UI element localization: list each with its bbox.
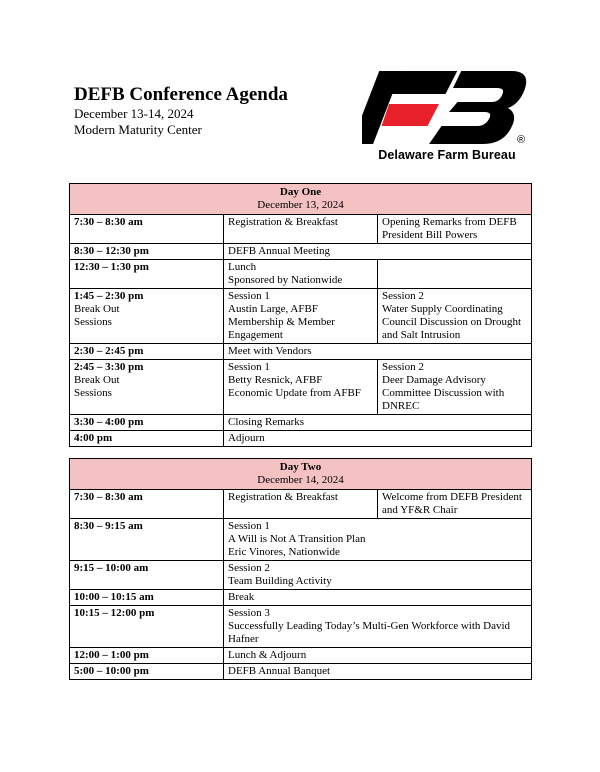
session-cell-secondary: Welcome from DEFB President and YF&R Chair: [378, 490, 532, 519]
session-cell: Lunch & Adjourn: [224, 648, 532, 664]
session-cell: [224, 519, 532, 561]
time-cell: 10:00 – 10:15 am: [70, 590, 224, 606]
cell-line: A Will is Not A Transition Plan: [228, 533, 366, 545]
session-cell: DEFB Annual Banquet: [224, 664, 532, 680]
cell-line: Eric Vinores, Nationwide: [228, 546, 340, 558]
day-two-table: [69, 458, 532, 680]
cell-line: Session 3: [228, 607, 270, 619]
session-cell: Break: [224, 590, 532, 606]
time-cell: 8:30 – 9:15 am: [70, 519, 224, 561]
logo-caption: Delaware Farm Bureau: [378, 148, 516, 162]
table-row: [70, 415, 532, 431]
registered-mark: ®: [517, 134, 526, 146]
table-row: [70, 360, 532, 415]
table-row: [70, 215, 532, 244]
table-row: [70, 431, 532, 447]
cell-line: Session 1: [228, 520, 270, 532]
session-cell: Adjourn: [224, 431, 532, 447]
cell-line: Water Supply Coordinating Council Discussion on Drought and Salt Intrusion: [382, 303, 522, 341]
session-cell-secondary: Opening Remarks from DEFB President Bill Powers: [378, 215, 532, 244]
time-cell: 12:00 – 1:00 pm: [70, 648, 224, 664]
time-cell: 4:00 pm: [70, 431, 224, 447]
cell-line: Break Out: [74, 303, 120, 315]
cell-line: Session 1: [228, 290, 270, 302]
session-cell: Registration & Breakfast: [224, 490, 378, 519]
cell-line: Sponsored by Nationwide: [228, 274, 343, 286]
cell-line: 1:45 – 2:30 pm: [74, 290, 144, 302]
time-cell: 3:30 – 4:00 pm: [70, 415, 224, 431]
header: [74, 84, 288, 138]
time-cell: 10:15 – 12:00 pm: [70, 606, 224, 648]
session-cell: [224, 561, 532, 590]
day-two-header-row: [70, 459, 532, 490]
cell-line: Austin Large, AFBF Membership & Member Engagement: [228, 303, 335, 341]
cell-line: Team Building Activity: [228, 575, 332, 587]
cell-line: Lunch: [228, 261, 257, 273]
day-two-date: December 14, 2024: [257, 474, 344, 486]
session-cell: Registration & Breakfast: [224, 215, 378, 244]
day-two-title: Day Two: [279, 461, 322, 473]
time-cell: 12:30 – 1:30 pm: [70, 260, 224, 289]
time-cell: [70, 360, 224, 415]
time-cell: 5:00 – 10:00 pm: [70, 664, 224, 680]
day-one-title: Day One: [279, 186, 322, 198]
table-row: [70, 344, 532, 360]
cell-line: Successfully Leading Today’s Multi-Gen Workforce with David Hafner: [228, 620, 511, 645]
table-row: [70, 561, 532, 590]
cell-line: Betty Resnick, AFBF: [228, 374, 323, 386]
time-cell: 2:30 – 2:45 pm: [70, 344, 224, 360]
session-cell: Meet with Vendors: [224, 344, 532, 360]
time-cell: 7:30 – 8:30 am: [70, 215, 224, 244]
session-cell-secondary: [378, 289, 532, 344]
logo-f-middle-red: [382, 104, 439, 126]
session-cell: [224, 289, 378, 344]
day-two-header: [70, 459, 532, 490]
session-cell: Closing Remarks: [224, 415, 532, 431]
cell-line: 2:45 – 3:30 pm: [74, 361, 144, 373]
session-cell-secondary: [378, 360, 532, 415]
time-cell: 7:30 – 8:30 am: [70, 490, 224, 519]
cell-line: Session 1: [228, 361, 270, 373]
cell-line: Session 2: [382, 361, 424, 373]
conference-dates: December 13-14, 2024: [74, 106, 194, 121]
table-row: [70, 490, 532, 519]
cell-line: Break Out: [74, 374, 120, 386]
cell-line: Deer Damage Advisory Committee Discussion with DNREC: [382, 374, 505, 412]
session-cell: [224, 606, 532, 648]
day-one-table: [69, 183, 532, 447]
table-row: [70, 519, 532, 561]
table-row: [70, 590, 532, 606]
conference-venue: Modern Maturity Center: [74, 122, 202, 137]
session-cell-secondary: [378, 260, 532, 289]
day-one-header-row: [70, 184, 532, 215]
cell-line: Sessions: [74, 316, 112, 328]
cell-line: Session 2: [228, 562, 270, 574]
day-one-header: [70, 184, 532, 215]
cell-line: Sessions: [74, 387, 112, 399]
table-row: [70, 606, 532, 648]
table-row: [70, 648, 532, 664]
session-cell: [224, 360, 378, 415]
cell-line: Session 2: [382, 290, 424, 302]
time-cell: [70, 289, 224, 344]
table-row: [70, 664, 532, 680]
session-cell: DEFB Annual Meeting: [224, 244, 532, 260]
time-cell: 9:15 – 10:00 am: [70, 561, 224, 590]
cell-line: Economic Update from AFBF: [228, 387, 361, 399]
page-title: DEFB Conference Agenda: [74, 84, 288, 105]
time-cell: 8:30 – 12:30 pm: [70, 244, 224, 260]
session-cell: [224, 260, 378, 289]
table-row: [70, 289, 532, 344]
table-row: [70, 244, 532, 260]
table-row: [70, 260, 532, 289]
day-one-date: December 13, 2024: [257, 199, 344, 211]
